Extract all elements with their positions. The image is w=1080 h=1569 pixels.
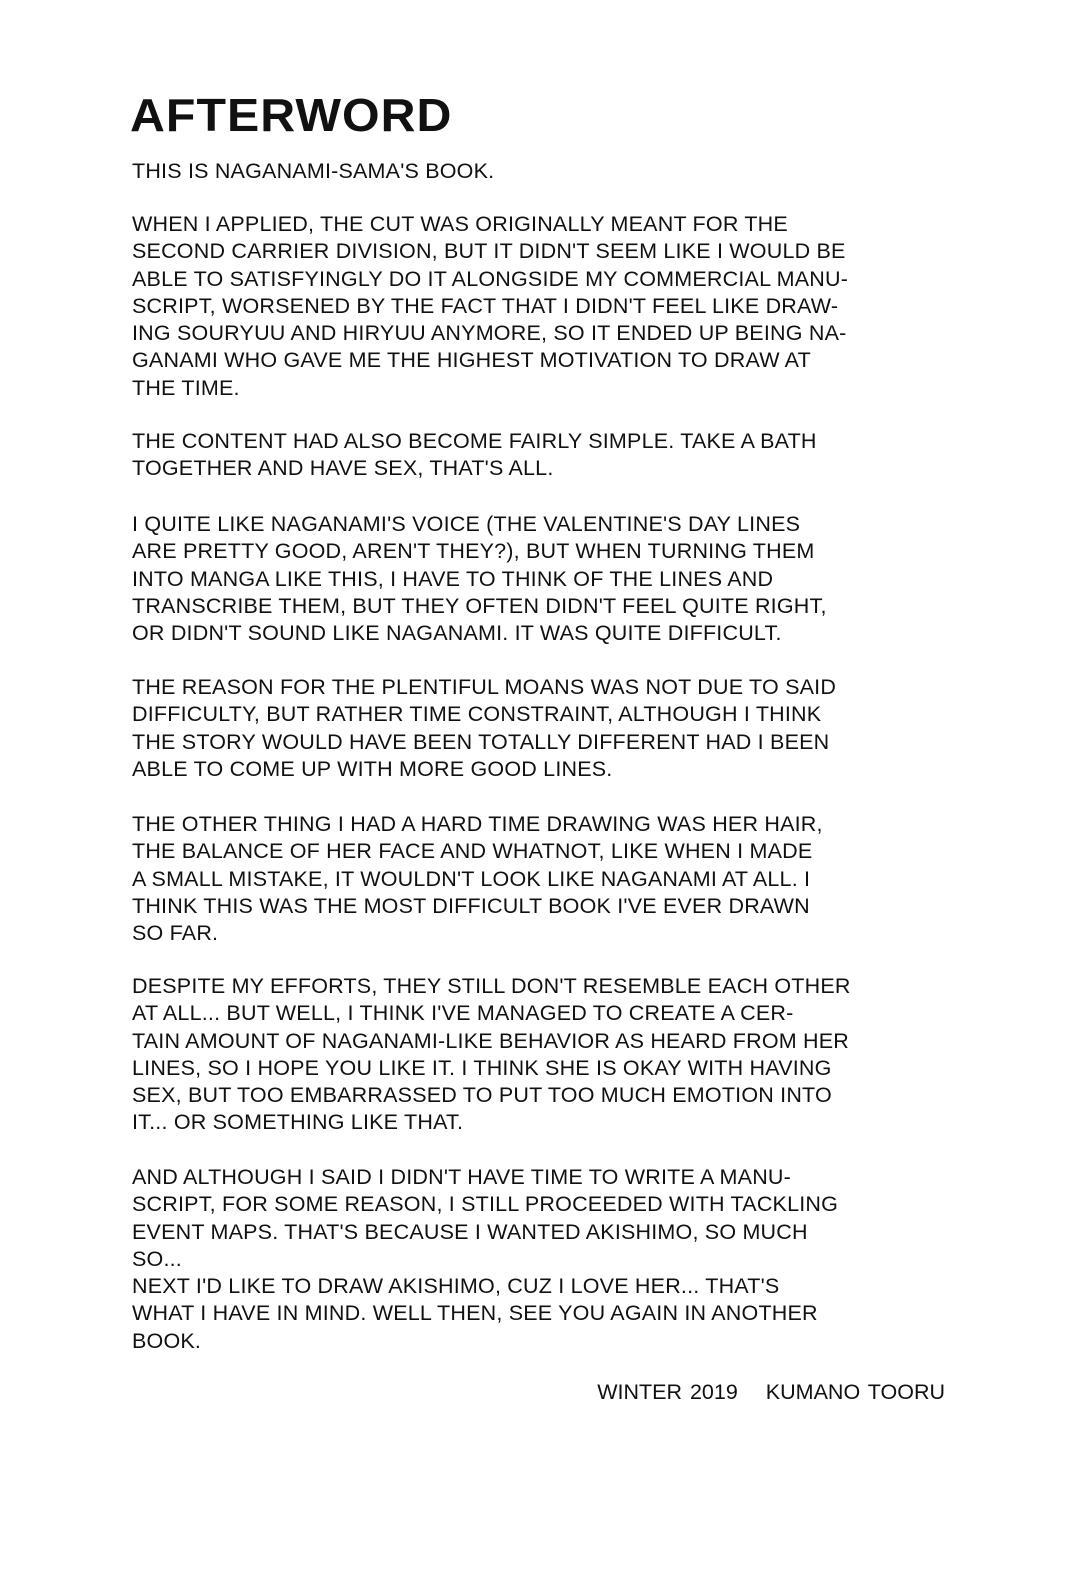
paragraph [132,428,817,483]
text-line: ING SOURYUU AND HIRYUU ANYMORE, SO IT ENDED UP BEING NA- [132,321,847,346]
text-line: WHEN I APPLIED, THE CUT WAS ORIGINALLY MEANT FOR THE [132,212,788,236]
text-line: SCRIPT, FOR SOME REASON, I STILL PROCEEDED WITH TACKLING [132,1192,839,1217]
text-line: THE STORY WOULD HAVE BEEN TOTALLY DIFFERENT HAD I BEEN [132,729,830,754]
text-line: THE TIME. [132,375,240,400]
paragraph [132,674,836,783]
text-line: THIS IS NAGANAMI-SAMA'S BOOK. [132,159,495,183]
text-line: TRANSCRIBE THEM, BUT THEY OFTEN DIDN'T FEEL QUITE RIGHT, [132,593,827,618]
text-line: BOOK. [132,1328,202,1353]
text-line: SO... [132,1246,182,1271]
text-line: DESPITE MY EFFORTS, THEY STILL DON'T RESEMBLE EACH OTHER [132,974,851,998]
paragraph [132,511,827,647]
text-line: I QUITE LIKE NAGANAMI'S VOICE (THE VALENTINE'S DAY LINES [132,512,801,536]
text-line: TOGETHER AND HAVE SEX, THAT'S ALL. [132,456,554,481]
text-line: NEXT I'D LIKE TO DRAW AKISHIMO, CUZ I LOVE HER... THAT'S [132,1274,780,1299]
text-line: OR DIDN'T SOUND LIKE NAGANAMI. IT WAS QUITE DIFFICULT. [132,621,782,646]
text-line: AT ALL... BUT WELL, I THINK I'VE MANAGED TO CREATE A CER- [132,1001,794,1026]
text-line: SECOND CARRIER DIVISION, BUT IT DIDN'T SEEM LIKE I WOULD BE [132,239,846,264]
text-line: AND ALTHOUGH I SAID I DIDN'T HAVE TIME TO WRITE A MANU- [132,1165,792,1189]
page-title: AFTERWORD [130,89,453,141]
paragraph [132,158,494,185]
text-line: WHAT I HAVE IN MIND. WELL THEN, SEE YOU AGAIN IN ANOTHER [132,1301,818,1326]
text-line: SEX, BUT TOO EMBARRASSED TO PUT TOO MUCH EMOTION INTO [132,1083,832,1108]
paragraph [132,811,823,947]
text-line: EVENT MAPS. THAT'S BECAUSE I WANTED AKISHIMO, SO MUCH [132,1219,808,1244]
text-line: ABLE TO COME UP WITH MORE GOOD LINES. [132,756,613,781]
signature-date: WINTER 2019 [597,1380,738,1404]
text-line: IT... OR SOMETHING LIKE THAT. [132,1110,464,1135]
signature-author: KUMANO TOORU [765,1380,945,1404]
paragraph [132,973,851,1137]
text-line: THE BALANCE OF HER FACE AND WHATNOT, LIKE WHEN I MADE [132,839,813,864]
paragraph [132,1164,838,1355]
paragraph [132,211,848,402]
text-line: SO FAR. [132,921,219,946]
text-line: THE CONTENT HAD ALSO BECOME FAIRLY SIMPLE. TAKE A BATH [132,429,817,453]
text-line: THE OTHER THING I HAD A HARD TIME DRAWING WAS HER HAIR, [132,812,823,836]
text-line: THINK THIS WAS THE MOST DIFFICULT BOOK I'VE EVER DRAWN [132,893,810,918]
text-line: SCRIPT, WORSENED BY THE FACT THAT I DIDN'T FEEL LIKE DRAW- [132,293,839,318]
text-line: TAIN AMOUNT OF NAGANAMI-LIKE BEHAVIOR AS HEARD FROM HER [132,1028,850,1053]
text-line: THE REASON FOR THE PLENTIFUL MOANS WAS NOT DUE TO SAID [132,675,837,699]
text-line: ABLE TO SATISFYINGLY DO IT ALONGSIDE MY COMMERCIAL MANU- [132,266,849,291]
text-line: ARE PRETTY GOOD, AREN'T THEY?), BUT WHEN TURNING THEM [132,539,815,564]
text-line: DIFFICULTY, BUT RATHER TIME CONSTRAINT, ALTHOUGH I THINK [132,702,822,727]
text-line: GANAMI WHO GAVE ME THE HIGHEST MOTIVATION TO DRAW AT [132,348,811,373]
signature [597,1380,945,1405]
text-line: INTO MANGA LIKE THIS, I HAVE TO THINK OF THE LINES AND [132,566,774,591]
text-line: LINES, SO I HOPE YOU LIKE IT. I THINK SHE IS OKAY WITH HAVING [132,1055,832,1080]
text-line: A SMALL MISTAKE, IT WOULDN'T LOOK LIKE NAGANAMI AT ALL. I [132,866,811,891]
